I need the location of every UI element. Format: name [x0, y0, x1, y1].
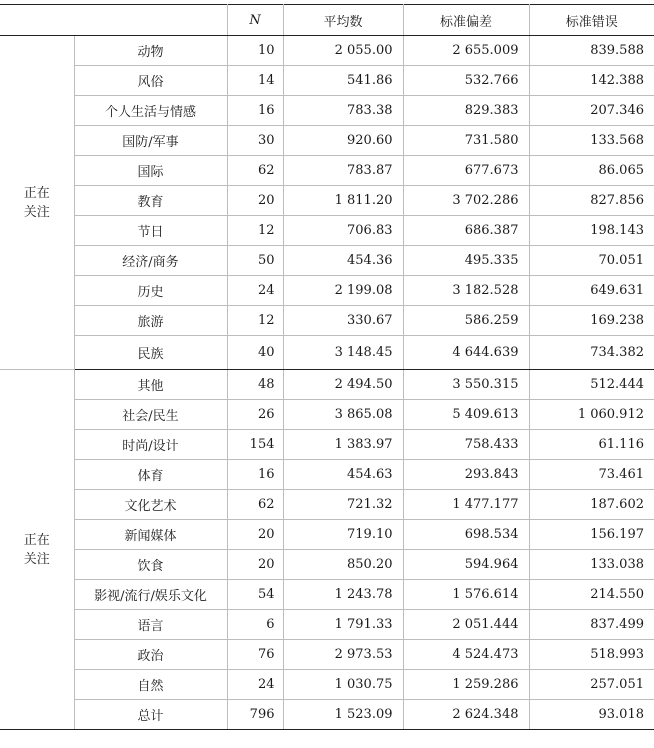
- n-cell: 16: [227, 96, 283, 126]
- mean-cell: 3 865.08: [283, 400, 403, 430]
- mean-cell: 1 030.75: [283, 670, 403, 700]
- mean-cell: 2 199.08: [283, 276, 403, 306]
- table-row: [0, 610, 654, 640]
- se-cell: 1 060.912: [529, 400, 654, 430]
- header-se: 标准错误: [529, 5, 654, 36]
- group-label: 正在 关注: [0, 36, 74, 370]
- header-corner: [0, 5, 227, 36]
- n-cell: 76: [227, 640, 283, 670]
- header-n: N: [227, 5, 283, 36]
- n-cell: 14: [227, 66, 283, 96]
- sd-cell: 677.673: [403, 156, 529, 186]
- se-cell: 187.602: [529, 490, 654, 520]
- statistics-table: [0, 4, 654, 730]
- table-row: [0, 276, 654, 306]
- se-cell: 518.993: [529, 640, 654, 670]
- se-cell: 837.499: [529, 610, 654, 640]
- table-row: [0, 490, 654, 520]
- sd-cell: 532.766: [403, 66, 529, 96]
- table-row: [0, 400, 654, 430]
- category-cell: 国际: [74, 156, 227, 186]
- mean-cell: 2 055.00: [283, 36, 403, 66]
- table-row: [0, 580, 654, 610]
- n-cell: 24: [227, 276, 283, 306]
- table-row: [0, 186, 654, 216]
- table-row: [0, 460, 654, 490]
- se-cell: 207.346: [529, 96, 654, 126]
- n-cell: 20: [227, 520, 283, 550]
- se-cell: 86.065: [529, 156, 654, 186]
- mean-cell: 2 494.50: [283, 370, 403, 400]
- sd-cell: 698.534: [403, 520, 529, 550]
- n-cell: 24: [227, 670, 283, 700]
- mean-cell: 920.60: [283, 126, 403, 156]
- table-row: [0, 126, 654, 156]
- sd-cell: 586.259: [403, 306, 529, 336]
- se-cell: 649.631: [529, 276, 654, 306]
- sd-cell: 2 051.444: [403, 610, 529, 640]
- se-cell: 169.238: [529, 306, 654, 336]
- mean-cell: 1 811.20: [283, 186, 403, 216]
- n-cell: 154: [227, 430, 283, 460]
- category-cell: 节日: [74, 216, 227, 246]
- table-row: [0, 246, 654, 276]
- mean-cell: 3 148.45: [283, 336, 403, 370]
- se-cell: 61.116: [529, 430, 654, 460]
- category-cell: 政治: [74, 640, 227, 670]
- n-cell: 30: [227, 126, 283, 156]
- table-row: [0, 550, 654, 580]
- sd-cell: 3 702.286: [403, 186, 529, 216]
- se-cell: 839.588: [529, 36, 654, 66]
- category-cell: 民族: [74, 336, 227, 370]
- category-cell: 历史: [74, 276, 227, 306]
- sd-cell: 4 524.473: [403, 640, 529, 670]
- mean-cell: 1 243.78: [283, 580, 403, 610]
- n-cell: 62: [227, 490, 283, 520]
- category-cell: 风俗: [74, 66, 227, 96]
- table-row: [0, 156, 654, 186]
- n-cell: 20: [227, 186, 283, 216]
- n-cell: 16: [227, 460, 283, 490]
- mean-cell: 454.36: [283, 246, 403, 276]
- table-row: [0, 306, 654, 336]
- table-row: [0, 336, 654, 370]
- header-mean: 平均数: [283, 5, 403, 36]
- table-row: [0, 216, 654, 246]
- category-cell: 旅游: [74, 306, 227, 336]
- mean-cell: 721.32: [283, 490, 403, 520]
- category-cell: 文化艺术: [74, 490, 227, 520]
- category-cell: 新闻媒体: [74, 520, 227, 550]
- se-cell: 734.382: [529, 336, 654, 370]
- se-cell: 142.388: [529, 66, 654, 96]
- mean-cell: 1 383.97: [283, 430, 403, 460]
- sd-cell: 1 477.177: [403, 490, 529, 520]
- n-cell: 12: [227, 306, 283, 336]
- category-cell: 影视/流行/娱乐文化: [74, 580, 227, 610]
- mean-cell: 706.83: [283, 216, 403, 246]
- n-cell: 26: [227, 400, 283, 430]
- category-cell: 个人生活与情感: [74, 96, 227, 126]
- n-cell: 12: [227, 216, 283, 246]
- category-cell: 时尚/设计: [74, 430, 227, 460]
- category-cell: 总计: [74, 700, 227, 730]
- se-cell: 214.550: [529, 580, 654, 610]
- sd-cell: 5 409.613: [403, 400, 529, 430]
- mean-cell: 1 791.33: [283, 610, 403, 640]
- mean-cell: 850.20: [283, 550, 403, 580]
- mean-cell: 783.38: [283, 96, 403, 126]
- table-row: [0, 430, 654, 460]
- se-cell: 133.568: [529, 126, 654, 156]
- category-cell: 经济/商务: [74, 246, 227, 276]
- mean-cell: 783.87: [283, 156, 403, 186]
- header-row: [0, 5, 654, 36]
- table-row: [0, 370, 654, 400]
- sd-cell: 3 550.315: [403, 370, 529, 400]
- category-cell: 饮食: [74, 550, 227, 580]
- category-cell: 教育: [74, 186, 227, 216]
- sd-cell: 3 182.528: [403, 276, 529, 306]
- n-cell: 54: [227, 580, 283, 610]
- table-row: [0, 670, 654, 700]
- sd-cell: 1 259.286: [403, 670, 529, 700]
- table-row: [0, 36, 654, 66]
- category-cell: 语言: [74, 610, 227, 640]
- header-sd: 标准偏差: [403, 5, 529, 36]
- category-cell: 体育: [74, 460, 227, 490]
- sd-cell: 1 576.614: [403, 580, 529, 610]
- se-cell: 133.038: [529, 550, 654, 580]
- sd-cell: 686.387: [403, 216, 529, 246]
- sd-cell: 2 655.009: [403, 36, 529, 66]
- category-cell: 其他: [74, 370, 227, 400]
- se-cell: 512.444: [529, 370, 654, 400]
- mean-cell: 330.67: [283, 306, 403, 336]
- sd-cell: 293.843: [403, 460, 529, 490]
- sd-cell: 731.580: [403, 126, 529, 156]
- category-cell: 动物: [74, 36, 227, 66]
- se-cell: 156.197: [529, 520, 654, 550]
- sd-cell: 829.383: [403, 96, 529, 126]
- sd-cell: 758.433: [403, 430, 529, 460]
- category-cell: 自然: [74, 670, 227, 700]
- sd-cell: 594.964: [403, 550, 529, 580]
- mean-cell: 1 523.09: [283, 700, 403, 730]
- mean-cell: 454.63: [283, 460, 403, 490]
- sd-cell: 495.335: [403, 246, 529, 276]
- table-row: [0, 520, 654, 550]
- n-cell: 40: [227, 336, 283, 370]
- table-row: [0, 66, 654, 96]
- group-label: 正在 关注: [0, 370, 74, 730]
- n-cell: 10: [227, 36, 283, 66]
- mean-cell: 2 973.53: [283, 640, 403, 670]
- se-cell: 827.856: [529, 186, 654, 216]
- sd-cell: 4 644.639: [403, 336, 529, 370]
- se-cell: 70.051: [529, 246, 654, 276]
- se-cell: 257.051: [529, 670, 654, 700]
- mean-cell: 541.86: [283, 66, 403, 96]
- n-cell: 50: [227, 246, 283, 276]
- mean-cell: 719.10: [283, 520, 403, 550]
- se-cell: 198.143: [529, 216, 654, 246]
- n-cell: 20: [227, 550, 283, 580]
- table-row: [0, 700, 654, 730]
- se-cell: 73.461: [529, 460, 654, 490]
- table-row: [0, 96, 654, 126]
- category-cell: 国防/军事: [74, 126, 227, 156]
- table-row: [0, 640, 654, 670]
- sd-cell: 2 624.348: [403, 700, 529, 730]
- category-cell: 社会/民生: [74, 400, 227, 430]
- n-cell: 796: [227, 700, 283, 730]
- n-cell: 48: [227, 370, 283, 400]
- n-cell: 62: [227, 156, 283, 186]
- se-cell: 93.018: [529, 700, 654, 730]
- n-cell: 6: [227, 610, 283, 640]
